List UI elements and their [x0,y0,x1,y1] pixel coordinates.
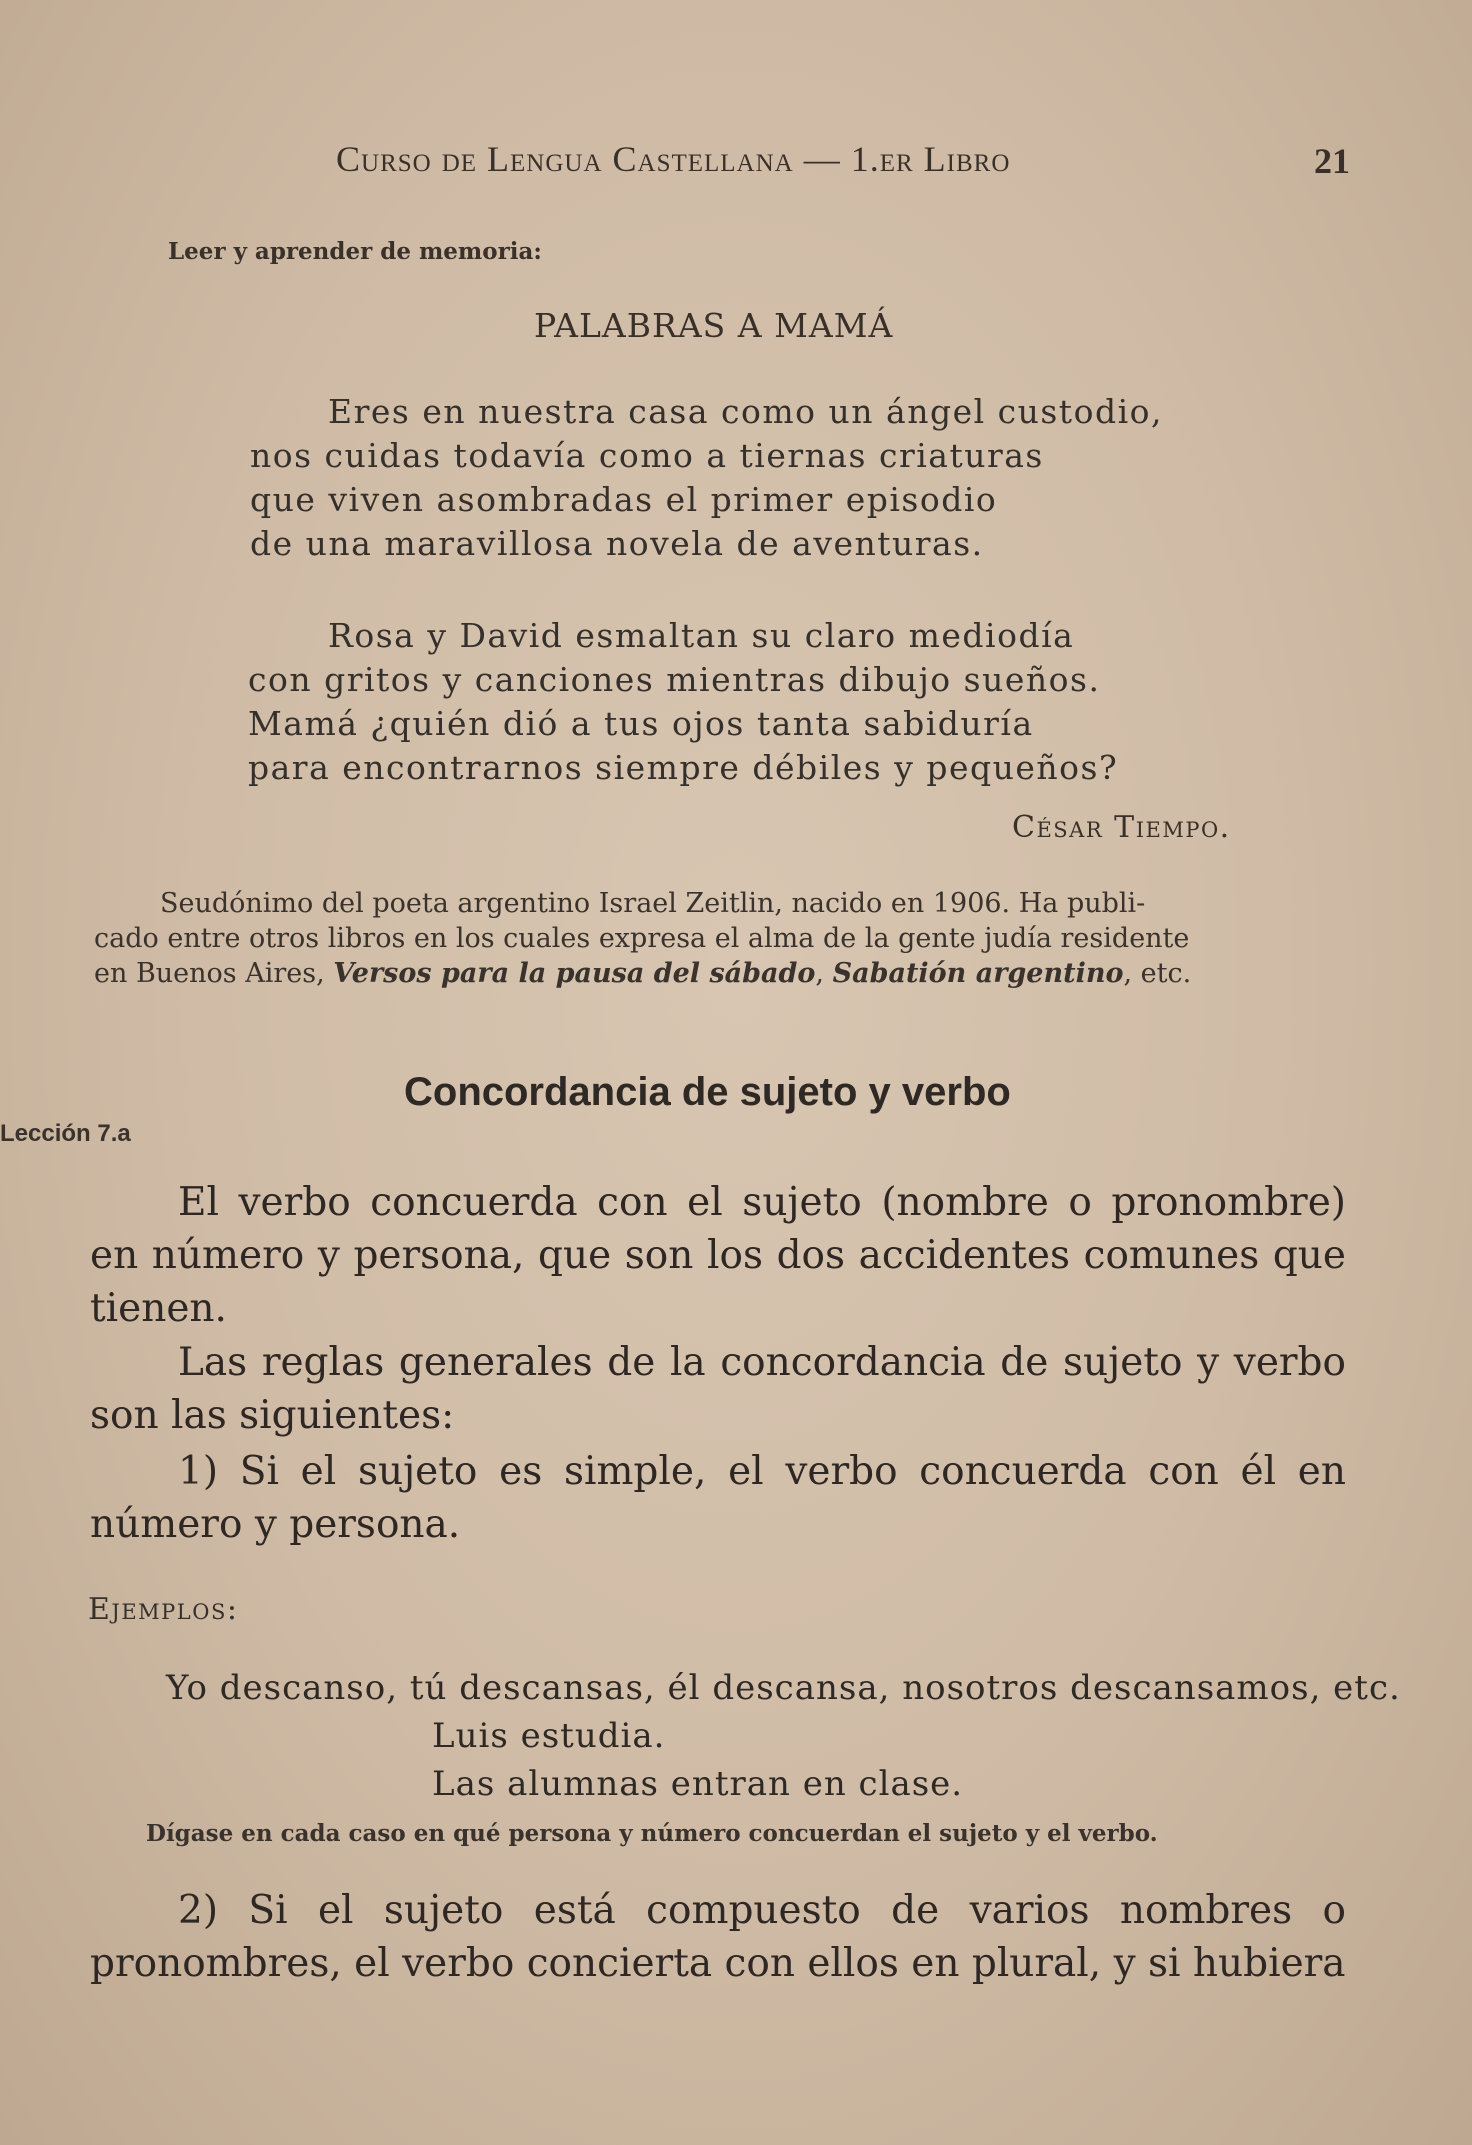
verse-line: que viven asombradas el primer episodio [250,480,998,519]
author-note-line-1: Seudónimo del poeta argentino Israel Zeitlin, nacido en 1906. Ha publi- [160,888,1146,919]
rule-1: 1) Si el sujeto es simple, el verbo concuerda con él en número y persona. [90,1449,1346,1547]
example-2: Luis estudia. [432,1716,666,1756]
verse-line: de una maravillosa novela de aventuras. [250,524,984,563]
author-note-line-3 [94,956,1352,991]
poem-stanza-1 [250,390,1163,566]
note-text: , [815,958,833,989]
note-text: en Buenos Aires, [94,958,334,989]
poem-stanza-2 [248,614,1118,790]
author-note-line-2: cado entre otros libros en los cuales expresa el alma de la gente judía residente [94,923,1190,954]
verse-line: Eres en nuestra casa como un ángel custodio, [328,392,1163,431]
paragraph-1: El verbo concuerda con el sujeto (nombre o pronombre) en número y persona, que son los dos accidentes comunes que tienen. [90,1180,1346,1331]
reading-instruction: Leer y aprender de memoria: [168,238,542,265]
verse-line: con gritos y canciones mientras dibujo sueños. [248,660,1101,699]
page-number: 21 [1314,141,1350,181]
poem-title: PALABRAS A MAMÁ [534,306,894,345]
running-title: Curso de Lengua Castellana — 1.er Libro [336,139,1011,179]
examples-label: Ejemplos: [88,1592,239,1627]
exercise-instruction: Dígase en cada caso en qué persona y número concuerdan el sujeto y el verbo. [146,1820,1158,1847]
book-title-2: Sabatión argentino [832,958,1124,989]
verse-line: Rosa y David esmaltan su claro mediodía [328,616,1075,655]
book-title-1: Versos para la pausa del sábado [333,958,816,989]
section-title: Concordancia de sujeto y verbo [404,1070,1011,1114]
example-3: Las alumnas entran en clase. [432,1764,964,1804]
poem-author: César Tiempo. [1012,810,1231,845]
paragraph-2: Las reglas generales de la concordancia de sujeto y verbo son las siguientes: [90,1340,1346,1438]
verse-line: nos cuidas todavía como a tiernas criaturas [250,436,1044,475]
note-text: , etc. [1123,958,1192,989]
rule-2: 2) Si el sujeto está compuesto de varios nombres o pronombres, el verbo concierta con ellos en plural, y si hubiera [90,1888,1346,1986]
verse-line: Mamá ¿quién dió a tus ojos tanta sabiduría [248,704,1034,743]
example-1: Yo descanso, tú descansas, él descansa, nosotros descansamos, etc. [166,1668,1401,1708]
lesson-label: Lección 7.a [0,1120,131,1147]
verse-line: para encontrarnos siempre débiles y pequeños? [248,748,1119,787]
